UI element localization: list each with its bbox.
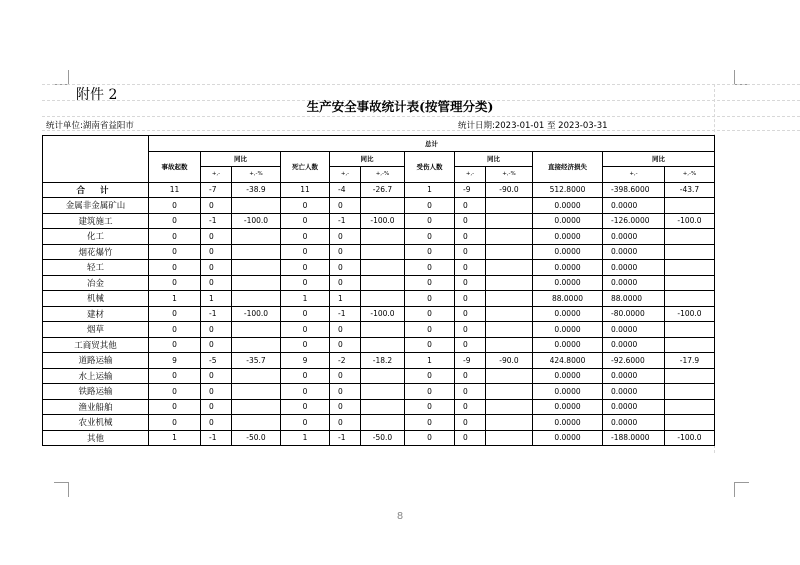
accidents-change-cell: 0 (201, 337, 232, 353)
loss-change-pct-cell (665, 384, 715, 400)
injured-cell: 0 (405, 384, 455, 400)
accidents-change-pct-cell: -50.0 (232, 430, 281, 446)
deaths-change-pct-cell (361, 198, 405, 214)
accidents-cell: 0 (149, 399, 201, 415)
injured-change-pct-cell (486, 229, 533, 245)
deaths-cell: 0 (281, 229, 330, 245)
loss-change-cell: 0.0000 (603, 229, 665, 245)
deaths-change-cell: 0 (330, 368, 361, 384)
page-number: 8 (396, 511, 404, 522)
accidents-change-cell: 0 (201, 368, 232, 384)
header-pm-pct: +,-% (361, 167, 405, 183)
loss-change-cell: -126.0000 (603, 213, 665, 229)
table-row (43, 260, 715, 276)
deaths-cell: 0 (281, 337, 330, 353)
table-row (43, 368, 715, 384)
loss-change-cell: -188.0000 (603, 430, 665, 446)
category-name: 铁路运输 (43, 384, 149, 400)
table-row (43, 306, 715, 322)
loss-change-cell: 0.0000 (603, 198, 665, 214)
category-name: 烟草 (43, 322, 149, 338)
table-row (43, 415, 715, 431)
crop-mark-bottom-left (54, 482, 69, 497)
accidents-change-cell: -1 (201, 306, 232, 322)
loss-change-cell: 88.0000 (603, 291, 665, 307)
crop-mark-top-left (54, 70, 69, 85)
deaths-change-cell: 0 (330, 275, 361, 291)
deaths-change-cell: -2 (330, 353, 361, 369)
table-row (43, 182, 715, 198)
injured-change-cell: 0 (455, 399, 486, 415)
injured-change-cell: -9 (455, 182, 486, 198)
accidents-change-pct-cell: -35.7 (232, 353, 281, 369)
crop-mark-bottom-right (734, 482, 749, 497)
injured-cell: 0 (405, 291, 455, 307)
accidents-change-pct-cell (232, 229, 281, 245)
loss-change-cell: 0.0000 (603, 244, 665, 260)
accidents-change-pct-cell (232, 275, 281, 291)
deaths-change-cell: -1 (330, 306, 361, 322)
accidents-cell: 0 (149, 306, 201, 322)
accidents-cell: 0 (149, 213, 201, 229)
header-pm: +,- (201, 167, 232, 183)
loss-change-pct-cell: -100.0 (665, 430, 715, 446)
loss-change-pct-cell: -100.0 (665, 213, 715, 229)
accidents-change-cell: 0 (201, 415, 232, 431)
deaths-change-pct-cell (361, 337, 405, 353)
injured-cell: 0 (405, 415, 455, 431)
accidents-change-pct-cell (232, 244, 281, 260)
table-row (43, 322, 715, 338)
deaths-change-pct-cell (361, 384, 405, 400)
injured-change-cell: 0 (455, 430, 486, 446)
category-name: 轻工 (43, 260, 149, 276)
table-row (43, 213, 715, 229)
deaths-change-pct-cell (361, 229, 405, 245)
accidents-cell: 1 (149, 430, 201, 446)
accidents-change-cell: -1 (201, 430, 232, 446)
injured-cell: 0 (405, 306, 455, 322)
loss-change-cell: 0.0000 (603, 368, 665, 384)
deaths-change-cell: 0 (330, 337, 361, 353)
category-name: 机械 (43, 291, 149, 307)
injured-cell: 0 (405, 337, 455, 353)
injured-change-cell: 0 (455, 198, 486, 214)
deaths-cell: 1 (281, 291, 330, 307)
loss-change-pct-cell (665, 322, 715, 338)
header-pm-pct: +,-% (665, 167, 715, 183)
deaths-change-pct-cell (361, 244, 405, 260)
injured-cell: 0 (405, 399, 455, 415)
deaths-change-cell: 0 (330, 229, 361, 245)
accidents-change-cell: -7 (201, 182, 232, 198)
accidents-change-pct-cell (232, 198, 281, 214)
loss-cell: 0.0000 (533, 399, 603, 415)
accidents-cell: 0 (149, 415, 201, 431)
loss-change-cell: 0.0000 (603, 260, 665, 276)
deaths-cell: 11 (281, 182, 330, 198)
header-yoy: 同比 (330, 151, 405, 167)
header-loss: 直接经济损失 (533, 151, 603, 182)
header-pm-pct: +,-% (486, 167, 533, 183)
accidents-change-cell: 0 (201, 260, 232, 276)
loss-cell: 0.0000 (533, 306, 603, 322)
loss-cell: 0.0000 (533, 198, 603, 214)
category-name: 道路运输 (43, 353, 149, 369)
accidents-cell: 1 (149, 291, 201, 307)
loss-cell: 0.0000 (533, 337, 603, 353)
document-title: 生产安全事故统计表(按管理分类) (306, 99, 494, 114)
loss-change-pct-cell (665, 415, 715, 431)
deaths-cell: 1 (281, 430, 330, 446)
category-name: 化工 (43, 229, 149, 245)
accidents-cell: 0 (149, 275, 201, 291)
accidents-change-cell: -5 (201, 353, 232, 369)
table-row (43, 384, 715, 400)
loss-change-cell: 0.0000 (603, 415, 665, 431)
deaths-change-pct-cell: -100.0 (361, 306, 405, 322)
injured-change-cell: 0 (455, 384, 486, 400)
deaths-cell: 0 (281, 213, 330, 229)
loss-change-pct-cell (665, 337, 715, 353)
accidents-change-pct-cell: -100.0 (232, 213, 281, 229)
accidents-change-pct-cell (232, 337, 281, 353)
deaths-change-pct-cell (361, 415, 405, 431)
deaths-change-pct-cell (361, 368, 405, 384)
deaths-change-cell: 0 (330, 384, 361, 400)
category-name: 烟花爆竹 (43, 244, 149, 260)
deaths-change-cell: -1 (330, 213, 361, 229)
header-blank (43, 136, 149, 183)
injured-change-pct-cell (486, 198, 533, 214)
loss-change-pct-cell (665, 198, 715, 214)
statistics-date: 统计日期:2023-01-01 至 2023-03-31 (458, 121, 608, 131)
deaths-change-cell: 0 (330, 415, 361, 431)
injured-cell: 1 (405, 182, 455, 198)
deaths-change-cell: 0 (330, 399, 361, 415)
injured-change-pct-cell (486, 384, 533, 400)
injured-change-pct-cell (486, 291, 533, 307)
injured-change-pct-cell (486, 430, 533, 446)
accidents-change-cell: 0 (201, 244, 232, 260)
accidents-cell: 0 (149, 229, 201, 245)
accidents-cell: 9 (149, 353, 201, 369)
injured-cell: 0 (405, 275, 455, 291)
injured-change-pct-cell (486, 368, 533, 384)
injured-change-cell: 0 (455, 368, 486, 384)
loss-cell: 0.0000 (533, 260, 603, 276)
deaths-cell: 0 (281, 198, 330, 214)
gridline (42, 130, 800, 131)
gridline (42, 116, 800, 117)
accidents-cell: 0 (149, 244, 201, 260)
deaths-cell: 0 (281, 322, 330, 338)
deaths-change-pct-cell: -26.7 (361, 182, 405, 198)
accidents-cell: 0 (149, 322, 201, 338)
injured-change-cell: 0 (455, 213, 486, 229)
category-name: 其他 (43, 430, 149, 446)
loss-cell: 0.0000 (533, 213, 603, 229)
injured-change-pct-cell (486, 213, 533, 229)
accidents-change-cell: 1 (201, 291, 232, 307)
deaths-change-pct-cell (361, 291, 405, 307)
category-name: 农业机械 (43, 415, 149, 431)
injured-cell: 0 (405, 260, 455, 276)
injured-change-pct-cell (486, 337, 533, 353)
accidents-change-pct-cell (232, 291, 281, 307)
injured-change-cell: 0 (455, 275, 486, 291)
injured-change-pct-cell (486, 322, 533, 338)
category-name: 渔业船舶 (43, 399, 149, 415)
deaths-cell: 0 (281, 306, 330, 322)
accidents-change-pct-cell (232, 368, 281, 384)
deaths-change-cell: 0 (330, 322, 361, 338)
loss-change-cell: -398.6000 (603, 182, 665, 198)
deaths-change-cell: 0 (330, 244, 361, 260)
injured-change-pct-cell (486, 306, 533, 322)
injured-cell: 0 (405, 430, 455, 446)
injured-change-cell: 0 (455, 260, 486, 276)
accidents-cell: 11 (149, 182, 201, 198)
accidents-change-cell: 0 (201, 198, 232, 214)
header-yoy: 同比 (603, 151, 715, 167)
statistics-unit: 统计单位:湖南省益阳市 (46, 121, 134, 131)
table-row (43, 244, 715, 260)
table-row (43, 198, 715, 214)
deaths-cell: 0 (281, 368, 330, 384)
header-injured: 受伤人数 (405, 151, 455, 182)
loss-change-cell: -80.0000 (603, 306, 665, 322)
injured-change-pct-cell (486, 275, 533, 291)
loss-cell: 0.0000 (533, 275, 603, 291)
deaths-change-cell: -4 (330, 182, 361, 198)
loss-cell: 0.0000 (533, 415, 603, 431)
loss-cell: 0.0000 (533, 229, 603, 245)
deaths-change-cell: 0 (330, 260, 361, 276)
header-deaths: 死亡人数 (281, 151, 330, 182)
deaths-change-pct-cell: -100.0 (361, 213, 405, 229)
header-pm: +,- (603, 167, 665, 183)
header-total: 总计 (149, 136, 715, 152)
table-row (43, 399, 715, 415)
injured-change-pct-cell (486, 399, 533, 415)
accident-statistics-table (42, 135, 715, 446)
injured-cell: 0 (405, 322, 455, 338)
accidents-cell: 0 (149, 368, 201, 384)
deaths-change-pct-cell (361, 275, 405, 291)
injured-change-cell: -9 (455, 353, 486, 369)
loss-change-pct-cell: -100.0 (665, 306, 715, 322)
accidents-change-pct-cell: -38.9 (232, 182, 281, 198)
deaths-cell: 9 (281, 353, 330, 369)
loss-change-pct-cell (665, 368, 715, 384)
accidents-cell: 0 (149, 384, 201, 400)
table-row (43, 229, 715, 245)
accidents-change-pct-cell (232, 415, 281, 431)
crop-mark-top-right (734, 70, 749, 85)
injured-change-cell: 0 (455, 306, 486, 322)
loss-change-pct-cell (665, 399, 715, 415)
accidents-change-cell: 0 (201, 275, 232, 291)
loss-change-pct-cell: -17.9 (665, 353, 715, 369)
table-row (43, 353, 715, 369)
deaths-change-pct-cell (361, 399, 405, 415)
header-pm: +,- (455, 167, 486, 183)
deaths-change-pct-cell: -18.2 (361, 353, 405, 369)
injured-change-cell: 0 (455, 322, 486, 338)
category-name: 水上运输 (43, 368, 149, 384)
table-row (43, 275, 715, 291)
loss-cell: 0.0000 (533, 368, 603, 384)
table-row (43, 430, 715, 446)
table-row (43, 337, 715, 353)
loss-change-cell: 0.0000 (603, 337, 665, 353)
injured-change-cell: 0 (455, 229, 486, 245)
loss-change-pct-cell (665, 291, 715, 307)
accidents-cell: 0 (149, 337, 201, 353)
deaths-change-pct-cell: -50.0 (361, 430, 405, 446)
header-pm: +,- (330, 167, 361, 183)
header-pm-pct: +,-% (232, 167, 281, 183)
category-name: 工商贸其他 (43, 337, 149, 353)
loss-cell: 512.8000 (533, 182, 603, 198)
injured-cell: 0 (405, 213, 455, 229)
injured-change-pct-cell: -90.0 (486, 353, 533, 369)
header-accidents: 事故起数 (149, 151, 201, 182)
accidents-change-cell: 0 (201, 399, 232, 415)
injured-change-pct-cell (486, 244, 533, 260)
injured-change-pct-cell (486, 415, 533, 431)
accidents-change-pct-cell (232, 399, 281, 415)
deaths-cell: 0 (281, 275, 330, 291)
header-yoy: 同比 (455, 151, 533, 167)
loss-change-pct-cell: -43.7 (665, 182, 715, 198)
loss-change-cell: 0.0000 (603, 322, 665, 338)
deaths-change-cell: 1 (330, 291, 361, 307)
loss-change-cell: 0.0000 (603, 399, 665, 415)
deaths-cell: 0 (281, 415, 330, 431)
accidents-cell: 0 (149, 198, 201, 214)
category-name: 建材 (43, 306, 149, 322)
injured-change-cell: 0 (455, 337, 486, 353)
deaths-change-cell: -1 (330, 430, 361, 446)
injured-cell: 1 (405, 353, 455, 369)
loss-change-pct-cell (665, 229, 715, 245)
loss-cell: 0.0000 (533, 244, 603, 260)
loss-cell: 424.8000 (533, 353, 603, 369)
injured-cell: 0 (405, 229, 455, 245)
category-name: 建筑施工 (43, 213, 149, 229)
loss-change-pct-cell (665, 260, 715, 276)
deaths-change-cell: 0 (330, 198, 361, 214)
category-name: 金属非金属矿山 (43, 198, 149, 214)
injured-cell: 0 (405, 244, 455, 260)
deaths-cell: 0 (281, 260, 330, 276)
loss-change-cell: -92.6000 (603, 353, 665, 369)
accidents-change-pct-cell (232, 322, 281, 338)
category-name: 冶金 (43, 275, 149, 291)
loss-cell: 0.0000 (533, 384, 603, 400)
loss-cell: 88.0000 (533, 291, 603, 307)
injured-change-pct-cell: -90.0 (486, 182, 533, 198)
loss-cell: 0.0000 (533, 430, 603, 446)
accidents-change-pct-cell: -100.0 (232, 306, 281, 322)
loss-change-pct-cell (665, 275, 715, 291)
attachment-label: 附件 2 (76, 87, 118, 103)
deaths-cell: 0 (281, 384, 330, 400)
injured-change-pct-cell (486, 260, 533, 276)
injured-change-cell: 0 (455, 291, 486, 307)
loss-change-cell: 0.0000 (603, 384, 665, 400)
loss-change-cell: 0.0000 (603, 275, 665, 291)
accidents-cell: 0 (149, 260, 201, 276)
header-yoy: 同比 (201, 151, 281, 167)
accidents-change-cell: -1 (201, 213, 232, 229)
category-name: 合 计 (43, 182, 149, 198)
accidents-change-pct-cell (232, 384, 281, 400)
accidents-change-cell: 0 (201, 322, 232, 338)
deaths-cell: 0 (281, 244, 330, 260)
deaths-change-pct-cell (361, 260, 405, 276)
accidents-change-cell: 0 (201, 384, 232, 400)
accidents-change-pct-cell (232, 260, 281, 276)
table-row (43, 291, 715, 307)
accidents-change-cell: 0 (201, 229, 232, 245)
deaths-change-pct-cell (361, 322, 405, 338)
loss-change-pct-cell (665, 244, 715, 260)
injured-change-cell: 0 (455, 244, 486, 260)
injured-cell: 0 (405, 368, 455, 384)
deaths-cell: 0 (281, 399, 330, 415)
gridline (42, 84, 800, 85)
injured-cell: 0 (405, 198, 455, 214)
loss-cell: 0.0000 (533, 322, 603, 338)
injured-change-cell: 0 (455, 415, 486, 431)
